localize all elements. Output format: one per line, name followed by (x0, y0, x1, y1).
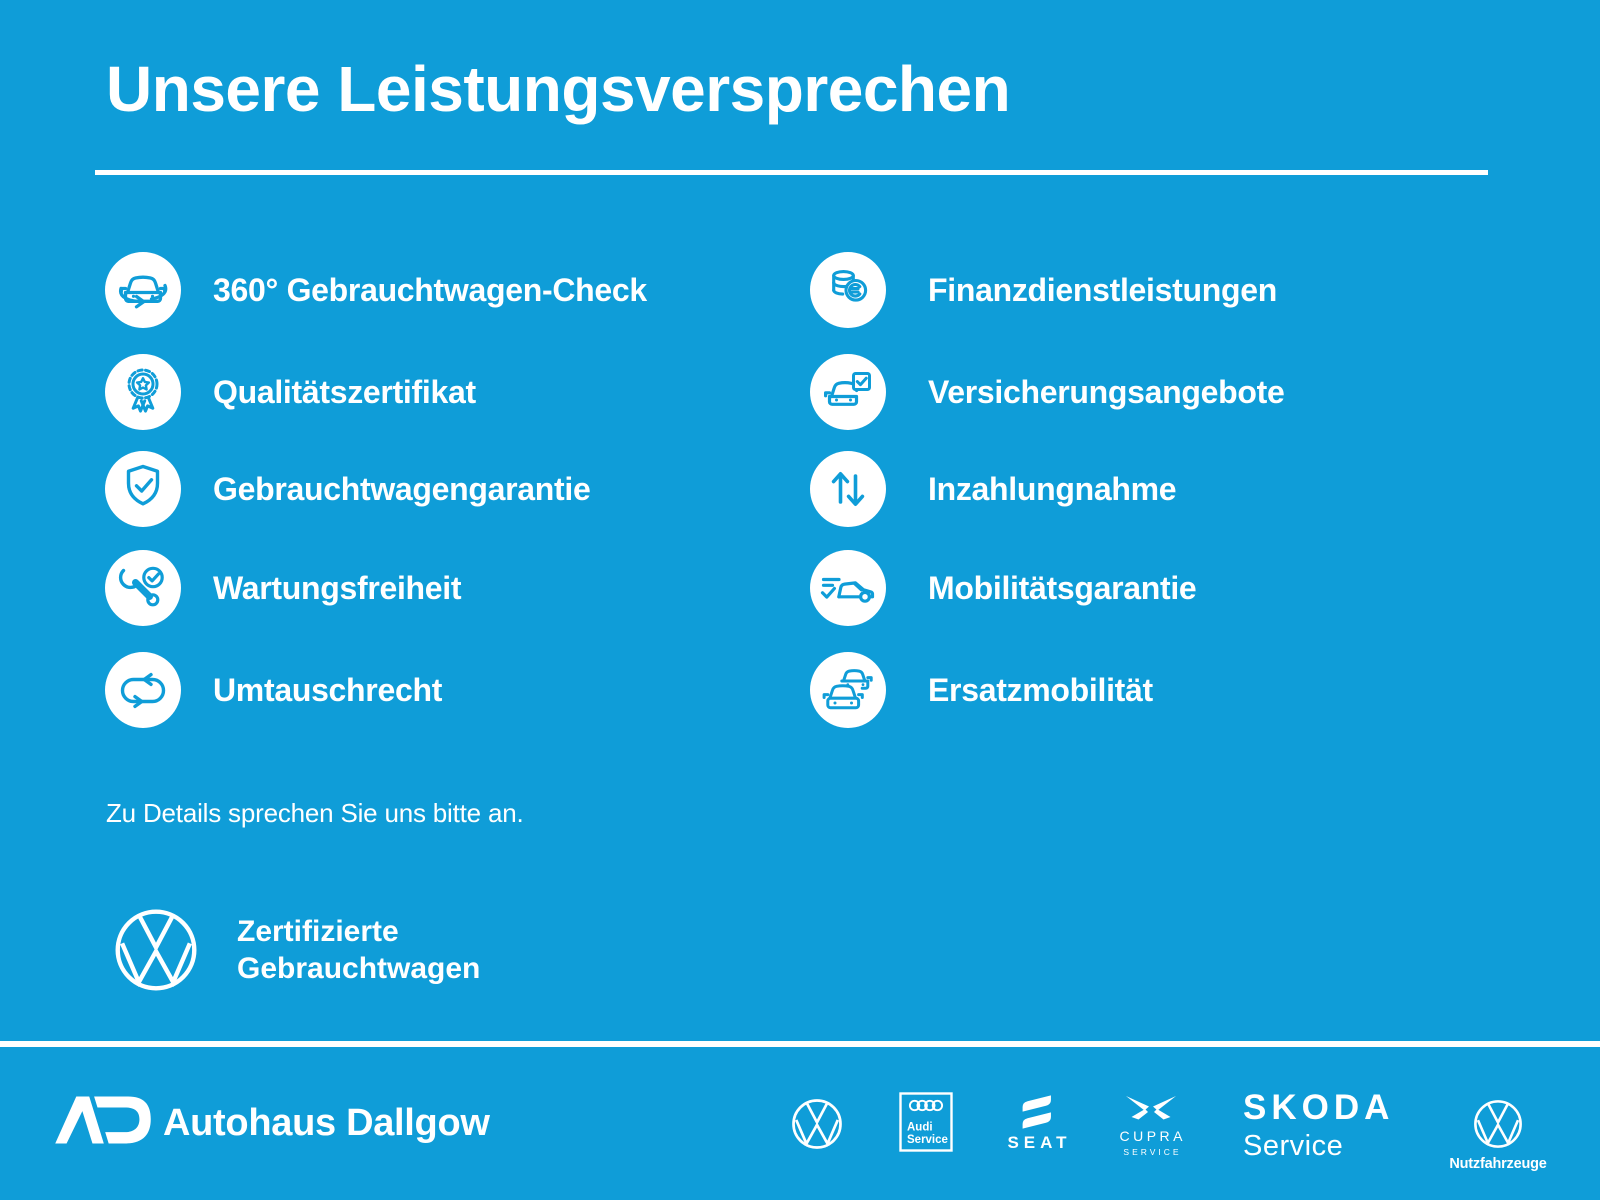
vw-logo-icon (112, 906, 200, 994)
dealer-ad-logo-icon (52, 1090, 154, 1150)
mobility-car-icon (810, 550, 886, 626)
service-label: Umtauschrecht (213, 671, 443, 708)
maintenance-wrench-icon (105, 550, 181, 626)
vw-nutzfahrzeuge-logo (1438, 1098, 1558, 1172)
svg-text:Service: Service (907, 1134, 948, 1146)
audi-rings-icon (910, 1101, 942, 1110)
dealer-name: Autohaus Dallgow (163, 1102, 490, 1144)
service-label: 360° Gebrauchtwagen-Check (213, 271, 647, 308)
audi-service-logo (899, 1092, 953, 1152)
service-label: Inzahlungnahme (928, 470, 1177, 507)
title-underline (95, 170, 1488, 175)
trade-in-arrows-icon (810, 451, 886, 527)
svg-text:Audi: Audi (907, 1121, 933, 1134)
service-item-maintenance (105, 550, 461, 626)
cupra-wordmark: CUPRA (1119, 1128, 1186, 1144)
seat-s-icon (1018, 1094, 1056, 1130)
exchange-arrows-icon (105, 652, 181, 728)
service-item-mobility (810, 550, 1196, 626)
service-label: Versicherungsangebote (928, 373, 1285, 410)
insurance-car-icon (810, 354, 886, 430)
warranty-shield-icon (105, 451, 181, 527)
page-title: Unsere Leistungsversprechen (106, 53, 1011, 125)
cupra-service-logo (1112, 1095, 1190, 1157)
car-360-icon (105, 252, 181, 328)
skoda-service-label: Service (1243, 1130, 1344, 1162)
finance-coins-icon (810, 252, 886, 328)
quality-certificate-icon (105, 354, 181, 430)
service-label: Qualitätszertifikat (213, 373, 476, 410)
service-item-360-check (105, 252, 647, 328)
vw-roundel-icon (790, 1097, 844, 1151)
service-label: Finanzdienstleistungen (928, 271, 1277, 308)
seat-wordmark: SEAT (1007, 1133, 1072, 1152)
cupra-emblem-icon (1125, 1095, 1177, 1121)
service-item-finance (810, 252, 1277, 328)
certified-line2: Gebrauchtwagen (237, 952, 481, 985)
skoda-wordmark: SKODA (1243, 1088, 1395, 1127)
service-item-trade-in (810, 451, 1176, 527)
certified-line1: Zertifizierte (237, 915, 399, 948)
details-note: Zu Details sprechen Sie uns bitte an. (106, 798, 524, 828)
service-label: Gebrauchtwagengarantie (213, 470, 591, 507)
certified-used-cars-block (112, 906, 480, 994)
cupra-service-label: SERVICE (1123, 1147, 1182, 1157)
service-label: Wartungsfreiheit (213, 569, 462, 606)
certified-label (237, 913, 480, 987)
service-label: Mobilitätsgarantie (928, 569, 1197, 606)
vw-roundel-icon (1472, 1098, 1524, 1150)
replacement-cars-icon (810, 652, 886, 728)
service-item-exchange (105, 652, 442, 728)
skoda-service-logo (1243, 1088, 1394, 1163)
nutzfahrzeuge-label: Nutzfahrzeuge (1449, 1156, 1547, 1172)
service-item-insurance (810, 354, 1284, 430)
service-item-warranty (105, 451, 591, 527)
service-item-replacement (810, 652, 1153, 728)
seat-logo (1002, 1094, 1072, 1153)
service-item-quality (105, 354, 476, 430)
service-label: Ersatzmobilität (928, 671, 1153, 708)
footer-divider (0, 1041, 1600, 1047)
